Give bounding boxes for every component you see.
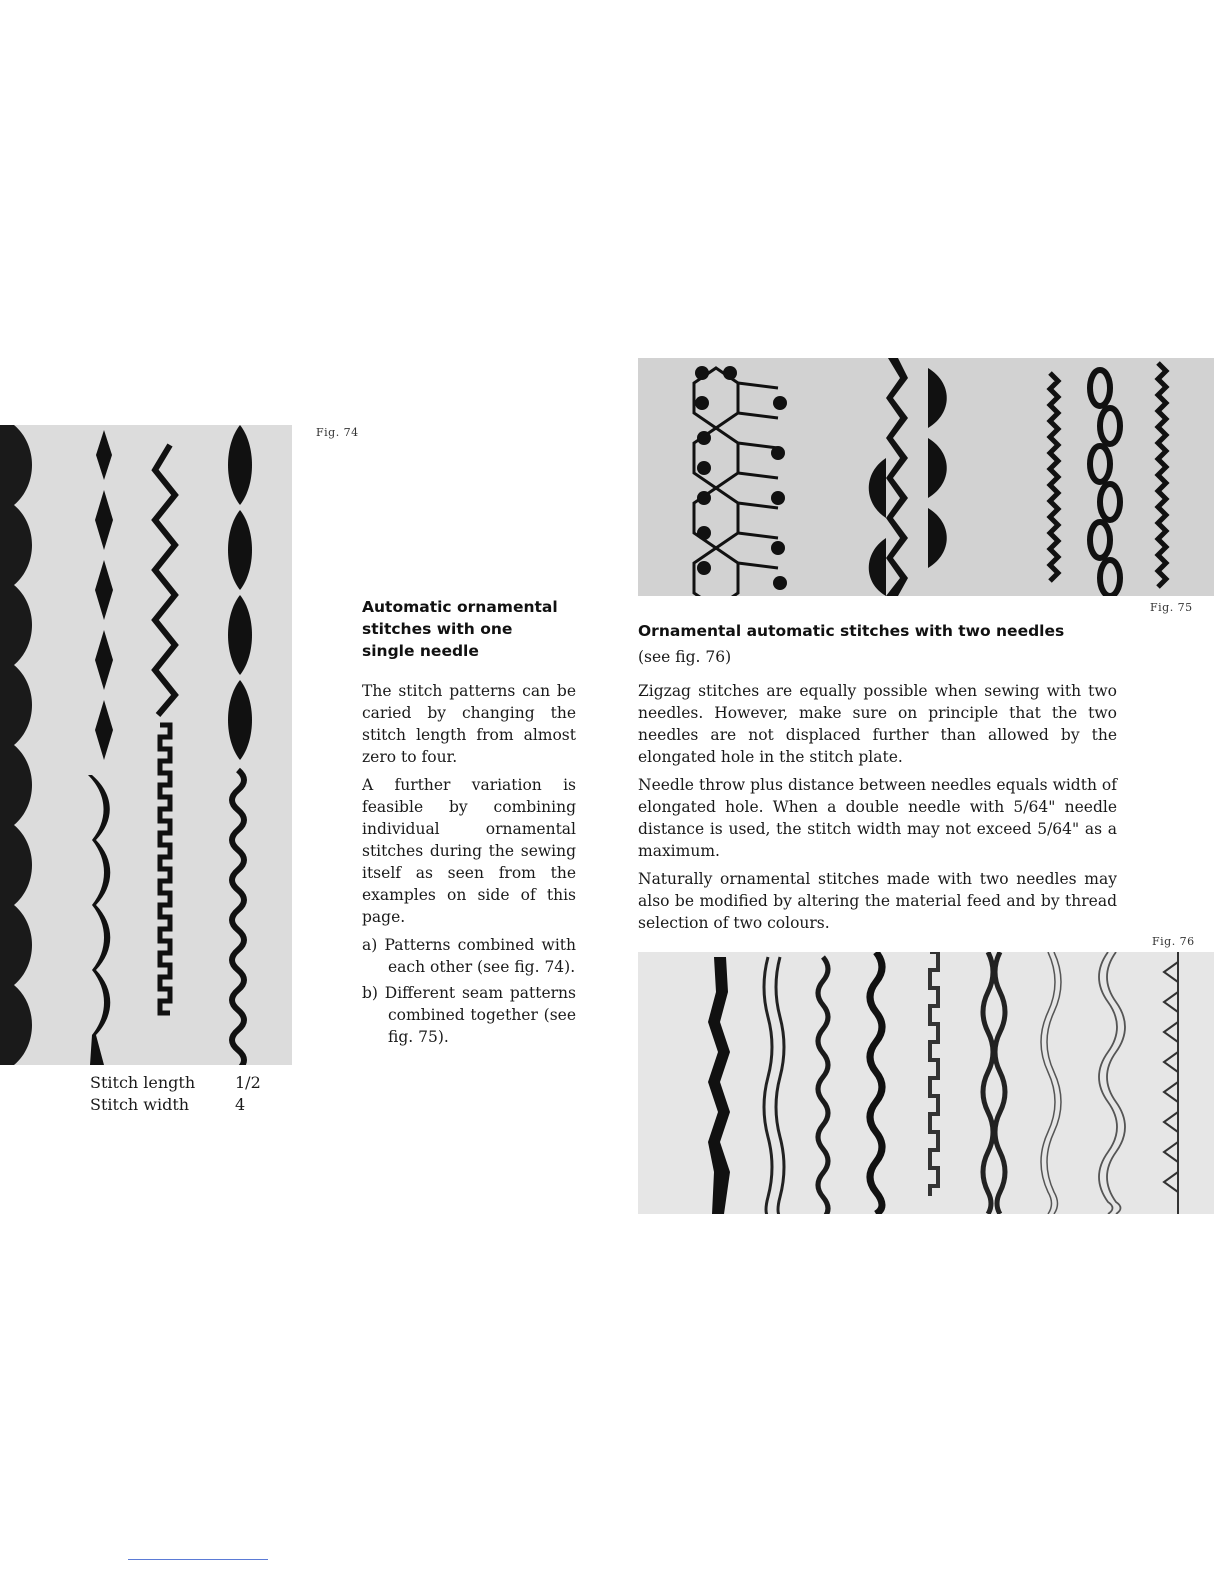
left-paragraph-1: The stitch patterns can be caried by changing the stitch length from almost zero to four. — [362, 682, 576, 766]
right-paragraph-2: Needle throw plus distance between needles equals width of elongated hole. When a double needle with 5/64" needle distance is used, the stitch width may not exceed 5/64" as a maximum. — [638, 776, 1117, 860]
left-paragraph-2: A further variation is feasible by combining individual ornamental stitches during the sewing itself as seen from the examples on side of this page. — [362, 776, 576, 926]
figure-74-stitch-samples — [0, 425, 292, 1065]
left-heading-line-2: stitches with one — [362, 620, 513, 638]
right-paragraph-3: Naturally ornamental stitches made with two needles may also be modified by altering the material feed and by thread selection of two colours. — [638, 870, 1117, 932]
right-paragraph-1: Zigzag stitches are equally possible when sewing with two needles. However, make sure on principle that the two needles are not displaced further than allowed by the elongated hole in the stitch plate. — [638, 682, 1117, 766]
left-section-heading — [362, 596, 592, 662]
stitch-width-value: 4 — [235, 1095, 246, 1114]
figure-75-drawing — [638, 358, 1214, 596]
stitch-length-value: 1/2 — [235, 1073, 261, 1092]
left-list-item-a: a) Patterns combined with each other (see fig. 74). — [362, 936, 576, 976]
figure-74-label: Fig. 74 — [316, 426, 359, 439]
figure-76-label: Fig. 76 — [1152, 935, 1195, 948]
figure-74-drawing — [0, 425, 292, 1065]
figure-76-drawing — [638, 952, 1214, 1214]
right-section-body — [638, 680, 1117, 940]
page-footer-rule — [128, 1559, 268, 1560]
right-section-heading: Ornamental automatic stitches with two needles — [638, 622, 1065, 640]
figure-75-label: Fig. 75 — [1150, 601, 1193, 614]
left-section-body — [362, 680, 576, 1048]
stitch-length-label: Stitch length — [90, 1073, 196, 1092]
stitch-width-label: Stitch width — [90, 1095, 190, 1114]
left-heading-line-1: Automatic ornamental — [362, 598, 558, 616]
figure-75-stitch-samples — [638, 358, 1214, 596]
left-heading-line-3: single needle — [362, 642, 479, 660]
right-section-subref: (see fig. 76) — [638, 648, 732, 666]
left-list-item-b: b) Different seam patterns combined together (see fig. 75). — [362, 984, 576, 1046]
figure-74-caption — [90, 1072, 260, 1116]
figure-76-stitch-samples — [638, 952, 1214, 1214]
